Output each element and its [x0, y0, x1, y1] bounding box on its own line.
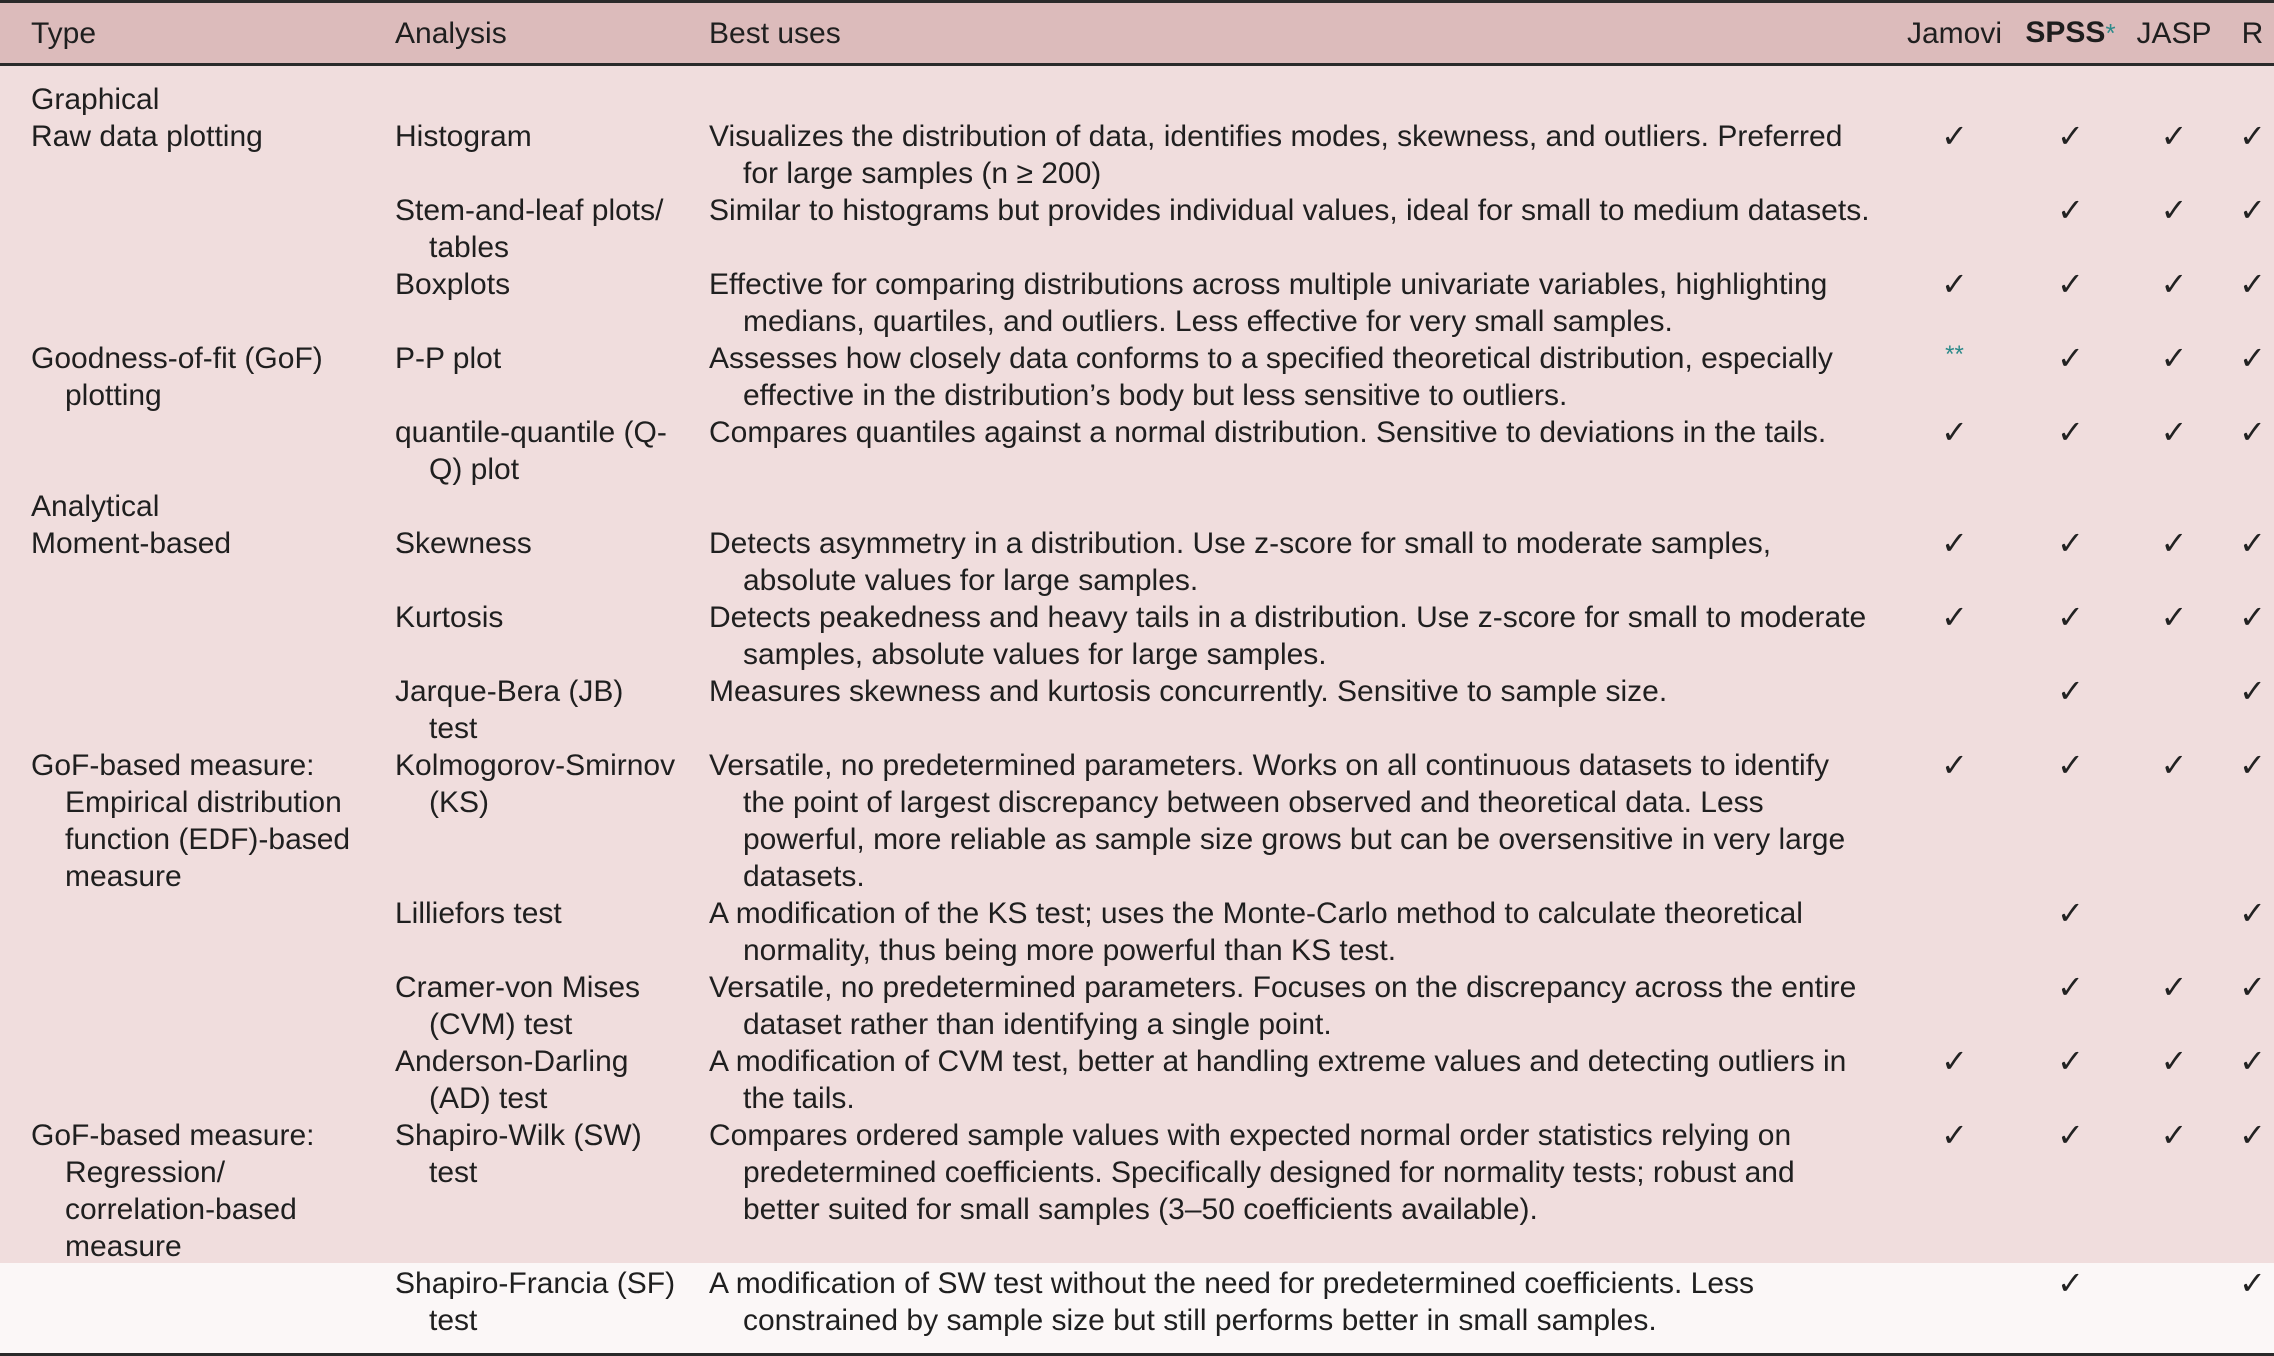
type-cell [0, 488, 364, 525]
analysis-cell [364, 895, 678, 969]
check-mark-icon: ✓ [2057, 340, 2084, 376]
analysis-cell-text: Boxplots [395, 268, 511, 301]
best-uses-cell [678, 747, 1885, 895]
type-cell [0, 969, 364, 1043]
best-uses-cell [678, 118, 1885, 192]
spss-support-cell [2024, 969, 2117, 1043]
spss-support-cell [2024, 340, 2117, 414]
table-row [0, 266, 2274, 340]
best-uses-cell-text: A modification of SW test without the need for predetermined coefficients. Less constrained by sample size but still performs better in small samples. [709, 1267, 1755, 1337]
spacer-row [0, 65, 2274, 82]
check-mark-icon: ✓ [2057, 1043, 2084, 1079]
best-uses-cell-text: Visualizes the distribution of data, identifies modes, skewness, and outliers. Preferred for large samples (n ≥ 200) [709, 120, 1843, 190]
check-mark-icon: ✓ [2239, 340, 2266, 376]
best-uses-cell [678, 895, 1885, 969]
best-uses-cell-text: Assesses how closely data conforms to a specified theoretical distribution, especially effective in the distribution’s body but less sensitive to outliers. [709, 342, 1833, 412]
best-uses-cell-text: Compares ordered sample values with expected normal order statistics relying on predetermined coefficients. Specifically designed for normality tests; robust and better suited for small samples (3–50 coefficients available). [709, 1119, 1795, 1226]
type-cell [0, 118, 364, 192]
type-cell [0, 192, 364, 266]
r-support-cell [2231, 414, 2274, 488]
analysis-cell [364, 192, 678, 266]
check-mark-icon: ✓ [2239, 969, 2266, 1005]
check-mark-icon: ✓ [2057, 747, 2084, 783]
check-mark-icon: ✓ [2057, 1265, 2084, 1301]
check-mark-icon: ✓ [2239, 525, 2266, 561]
analysis-cell-text: Kolmogorov-Smirnov (KS) [395, 749, 676, 819]
type-cell [0, 1265, 364, 1355]
jamovi-support-cell [1885, 747, 2024, 895]
spss-support-cell [2024, 81, 2117, 118]
check-mark-icon: ✓ [2239, 1265, 2266, 1301]
jamovi-support-cell [1885, 118, 2024, 192]
analysis-cell [364, 599, 678, 673]
spss-support-cell [2024, 118, 2117, 192]
analysis-cell [364, 1265, 678, 1355]
spss-support-cell [2024, 747, 2117, 895]
table-body [0, 65, 2274, 1355]
check-mark-icon: ✓ [1941, 525, 1968, 561]
best-uses-cell-text: A modification of the KS test; uses the Monte-Carlo method to calculate theoretical normality, thus being more powerful than KS test. [709, 897, 1803, 967]
analysis-cell [364, 673, 678, 747]
type-cell-text: GoF-based measure: Regression/ correlation-based measure [31, 1119, 315, 1263]
jamovi-support-cell [1885, 599, 2024, 673]
best-uses-cell [678, 192, 1885, 266]
check-mark-icon: ✓ [2160, 266, 2188, 302]
jamovi-support-cell [1885, 340, 2024, 414]
jamovi-support-cell [1885, 525, 2024, 599]
jasp-support-cell [2117, 1117, 2231, 1265]
best-uses-cell [678, 488, 1885, 525]
jamovi-support-cell [1885, 1265, 2024, 1355]
type-cell [0, 673, 364, 747]
check-mark-icon: ✓ [2057, 1117, 2084, 1153]
r-support-cell [2231, 895, 2274, 969]
best-uses-cell-text: Measures skewness and kurtosis concurrently. Sensitive to sample size. [709, 675, 1668, 708]
check-mark-icon: ✓ [2239, 1117, 2266, 1153]
spss-support-cell [2024, 1043, 2117, 1117]
spss-support-cell [2024, 599, 2117, 673]
jasp-support-cell [2117, 192, 2231, 266]
table-row [0, 118, 2274, 192]
analysis-cell-text: Skewness [395, 527, 532, 560]
best-uses-cell-text: Versatile, no predetermined parameters. Focuses on the discrepancy across the entire dataset rather than identifying a single point. [709, 971, 1857, 1041]
header-type: Type [0, 2, 364, 65]
jasp-support-cell [2117, 599, 2231, 673]
analysis-cell-text: Kurtosis [395, 601, 504, 634]
check-mark-icon: ✓ [2239, 192, 2266, 228]
best-uses-cell [678, 81, 1885, 118]
table-row [0, 81, 2274, 118]
check-mark-icon: ✓ [2160, 414, 2188, 450]
type-cell-text: Graphical [31, 83, 160, 116]
jasp-support-cell [2117, 1265, 2231, 1355]
best-uses-cell [678, 525, 1885, 599]
r-support-cell [2231, 488, 2274, 525]
jamovi-support-cell [1885, 192, 2024, 266]
type-cell [0, 414, 364, 488]
type-cell [0, 1043, 364, 1117]
analysis-cell [364, 969, 678, 1043]
spss-support-cell [2024, 488, 2117, 525]
jamovi-support-cell [1885, 1043, 2024, 1117]
jasp-support-cell [2117, 673, 2231, 747]
r-support-cell [2231, 1265, 2274, 1355]
type-cell-text: Raw data plotting [31, 120, 263, 153]
analysis-cell [364, 266, 678, 340]
check-mark-icon: ✓ [2057, 266, 2084, 302]
type-cell [0, 525, 364, 599]
check-mark-icon: ✓ [2160, 192, 2188, 228]
analysis-cell [364, 525, 678, 599]
best-uses-cell-text: A modification of CVM test, better at handling extreme values and detecting outliers in the tails. [709, 1045, 1847, 1115]
spss-support-cell [2024, 1265, 2117, 1355]
r-support-cell [2231, 525, 2274, 599]
best-uses-cell [678, 1043, 1885, 1117]
check-mark-icon: ✓ [2239, 266, 2266, 302]
table-row [0, 1117, 2274, 1265]
analysis-cell-text: Stem-and-leaf plots/ tables [395, 194, 664, 264]
table-row [0, 747, 2274, 895]
header-jamovi: Jamovi [1885, 2, 2024, 65]
table-row [0, 1043, 2274, 1117]
analysis-cell [364, 81, 678, 118]
type-cell-text: Moment-based [31, 527, 232, 560]
type-cell-text: Goodness-of-fit (GoF) plotting [31, 342, 323, 412]
jasp-support-cell [2117, 118, 2231, 192]
spss-support-cell [2024, 895, 2117, 969]
check-mark-icon: ✓ [2057, 414, 2084, 450]
check-mark-icon: ✓ [1941, 747, 1968, 783]
jamovi-support-cell [1885, 266, 2024, 340]
table-row [0, 895, 2274, 969]
check-mark-icon: ✓ [1941, 1043, 1968, 1079]
check-mark-icon: ✓ [2239, 118, 2266, 154]
check-mark-icon: ✓ [2160, 118, 2188, 154]
check-mark-icon: ✓ [2057, 525, 2084, 561]
jamovi-support-cell [1885, 488, 2024, 525]
header-best-uses: Best uses [678, 2, 1885, 65]
spss-footnote-star: * [2105, 18, 2116, 48]
footnote-double-star: ** [1945, 341, 1964, 368]
analysis-cell [364, 747, 678, 895]
r-support-cell [2231, 599, 2274, 673]
best-uses-cell [678, 673, 1885, 747]
analysis-cell-text: Jarque-Bera (JB) test [395, 675, 624, 745]
r-support-cell [2231, 1117, 2274, 1265]
analysis-cell [364, 414, 678, 488]
header-spss-label: SPSS [2025, 16, 2106, 49]
type-cell-text: Analytical [31, 490, 160, 523]
jamovi-support-cell [1885, 969, 2024, 1043]
analysis-cell [364, 118, 678, 192]
best-uses-cell-text: Detects asymmetry in a distribution. Use z-score for small to moderate samples, absolute values for large samples. [709, 527, 1772, 597]
analysis-cell-text: Shapiro-Francia (SF) test [395, 1267, 676, 1337]
header-r: R [2231, 2, 2274, 65]
check-mark-icon: ✓ [1941, 266, 1968, 302]
table-row [0, 673, 2274, 747]
header-row [0, 2, 2274, 65]
type-cell [0, 599, 364, 673]
type-cell [0, 81, 364, 118]
table-row [0, 414, 2274, 488]
check-mark-icon: ✓ [1941, 599, 1968, 635]
jasp-support-cell [2117, 747, 2231, 895]
jasp-support-cell [2117, 895, 2231, 969]
check-mark-icon: ✓ [2057, 673, 2084, 709]
check-mark-icon: ✓ [2160, 969, 2188, 1005]
analysis-cell [364, 488, 678, 525]
spss-support-cell [2024, 266, 2117, 340]
check-mark-icon: ✓ [2160, 599, 2188, 635]
check-mark-icon: ✓ [2057, 895, 2084, 931]
analysis-cell [364, 1117, 678, 1265]
analysis-cell-text: Cramer-von Mises (CVM) test [395, 971, 641, 1041]
r-support-cell [2231, 1043, 2274, 1117]
type-cell [0, 895, 364, 969]
analysis-cell-text: Histogram [395, 120, 532, 153]
check-mark-icon: ✓ [2160, 1043, 2188, 1079]
check-mark-icon: ✓ [2239, 673, 2266, 709]
r-support-cell [2231, 747, 2274, 895]
analysis-cell-text: Lilliefors test [395, 897, 562, 930]
check-mark-icon: ✓ [2160, 747, 2188, 783]
check-mark-icon: ✓ [2057, 599, 2084, 635]
best-uses-cell-text: Versatile, no predetermined parameters. Works on all continuous datasets to identify the point of largest discrepancy between observed and theoretical data. Less powerful, more reliable as sample size grows but can be oversensitive in very large datasets. [709, 749, 1846, 893]
type-cell-text: GoF-based measure: Empirical distribution function (EDF)-based measure [31, 749, 351, 893]
check-mark-icon: ✓ [1941, 414, 1968, 450]
r-support-cell [2231, 81, 2274, 118]
r-support-cell [2231, 340, 2274, 414]
best-uses-cell [678, 414, 1885, 488]
type-cell [0, 340, 364, 414]
r-support-cell [2231, 192, 2274, 266]
jasp-support-cell [2117, 81, 2231, 118]
check-mark-icon: ✓ [2160, 1117, 2188, 1153]
header-jasp: JASP [2117, 2, 2231, 65]
jasp-support-cell [2117, 525, 2231, 599]
check-mark-icon: ✓ [2160, 525, 2188, 561]
best-uses-cell [678, 599, 1885, 673]
analysis-cell-text: P-P plot [395, 342, 502, 375]
type-cell [0, 266, 364, 340]
check-mark-icon: ✓ [2160, 340, 2188, 376]
best-uses-cell-text: Effective for comparing distributions across multiple univariate variables, highlighting medians, quartiles, and outliers. Less effective for very small samples. [709, 268, 1828, 338]
spss-support-cell [2024, 192, 2117, 266]
analysis-cell [364, 340, 678, 414]
type-cell [0, 1117, 364, 1265]
table-row [0, 340, 2274, 414]
table-row [0, 488, 2274, 525]
check-mark-icon: ✓ [2239, 747, 2266, 783]
spss-support-cell [2024, 414, 2117, 488]
jasp-support-cell [2117, 266, 2231, 340]
best-uses-cell-text: Compares quantiles against a normal distribution. Sensitive to deviations in the tails. [709, 416, 1827, 449]
r-support-cell [2231, 118, 2274, 192]
check-mark-icon: ✓ [2239, 414, 2266, 450]
best-uses-cell [678, 1265, 1885, 1355]
r-support-cell [2231, 673, 2274, 747]
analysis-cell-text: quantile-quantile (Q-Q) plot [395, 416, 667, 486]
best-uses-cell-text: Similar to histograms but provides individual values, ideal for small to medium datasets. [709, 194, 1870, 227]
jamovi-support-cell [1885, 895, 2024, 969]
best-uses-cell [678, 1117, 1885, 1265]
table-row [0, 969, 2274, 1043]
jamovi-support-cell [1885, 414, 2024, 488]
check-mark-icon: ✓ [2239, 895, 2266, 931]
check-mark-icon: ✓ [2057, 118, 2084, 154]
analysis-cell-text: Shapiro-Wilk (SW) test [395, 1119, 642, 1189]
check-mark-icon: ✓ [2057, 969, 2084, 1005]
best-uses-cell [678, 340, 1885, 414]
jamovi-support-cell [1885, 673, 2024, 747]
table-row [0, 525, 2274, 599]
r-support-cell [2231, 969, 2274, 1043]
check-mark-icon: ✓ [1941, 1117, 1968, 1153]
analysis-cell-text: Anderson-Darling (AD) test [395, 1045, 629, 1115]
header-spss [2024, 2, 2117, 65]
jasp-support-cell [2117, 1043, 2231, 1117]
jamovi-support-cell [1885, 1117, 2024, 1265]
best-uses-cell [678, 266, 1885, 340]
jamovi-support-cell [1885, 81, 2024, 118]
check-mark-icon: ✓ [1941, 118, 1968, 154]
table-row [0, 1265, 2274, 1355]
header-analysis: Analysis [364, 2, 678, 65]
type-cell [0, 747, 364, 895]
r-support-cell [2231, 266, 2274, 340]
best-uses-cell [678, 969, 1885, 1043]
spss-support-cell [2024, 673, 2117, 747]
jasp-support-cell [2117, 414, 2231, 488]
table-row [0, 192, 2274, 266]
table-row [0, 599, 2274, 673]
check-mark-icon: ✓ [2239, 1043, 2266, 1079]
best-uses-cell-text: Detects peakedness and heavy tails in a distribution. Use z-score for small to moderate samples, absolute values for large samples. [709, 601, 1867, 671]
spss-support-cell [2024, 525, 2117, 599]
check-mark-icon: ✓ [2057, 192, 2084, 228]
jasp-support-cell [2117, 340, 2231, 414]
check-mark-icon: ✓ [2239, 599, 2266, 635]
spss-support-cell [2024, 1117, 2117, 1265]
analysis-cell [364, 1043, 678, 1117]
jasp-support-cell [2117, 969, 2231, 1043]
jasp-support-cell [2117, 488, 2231, 525]
